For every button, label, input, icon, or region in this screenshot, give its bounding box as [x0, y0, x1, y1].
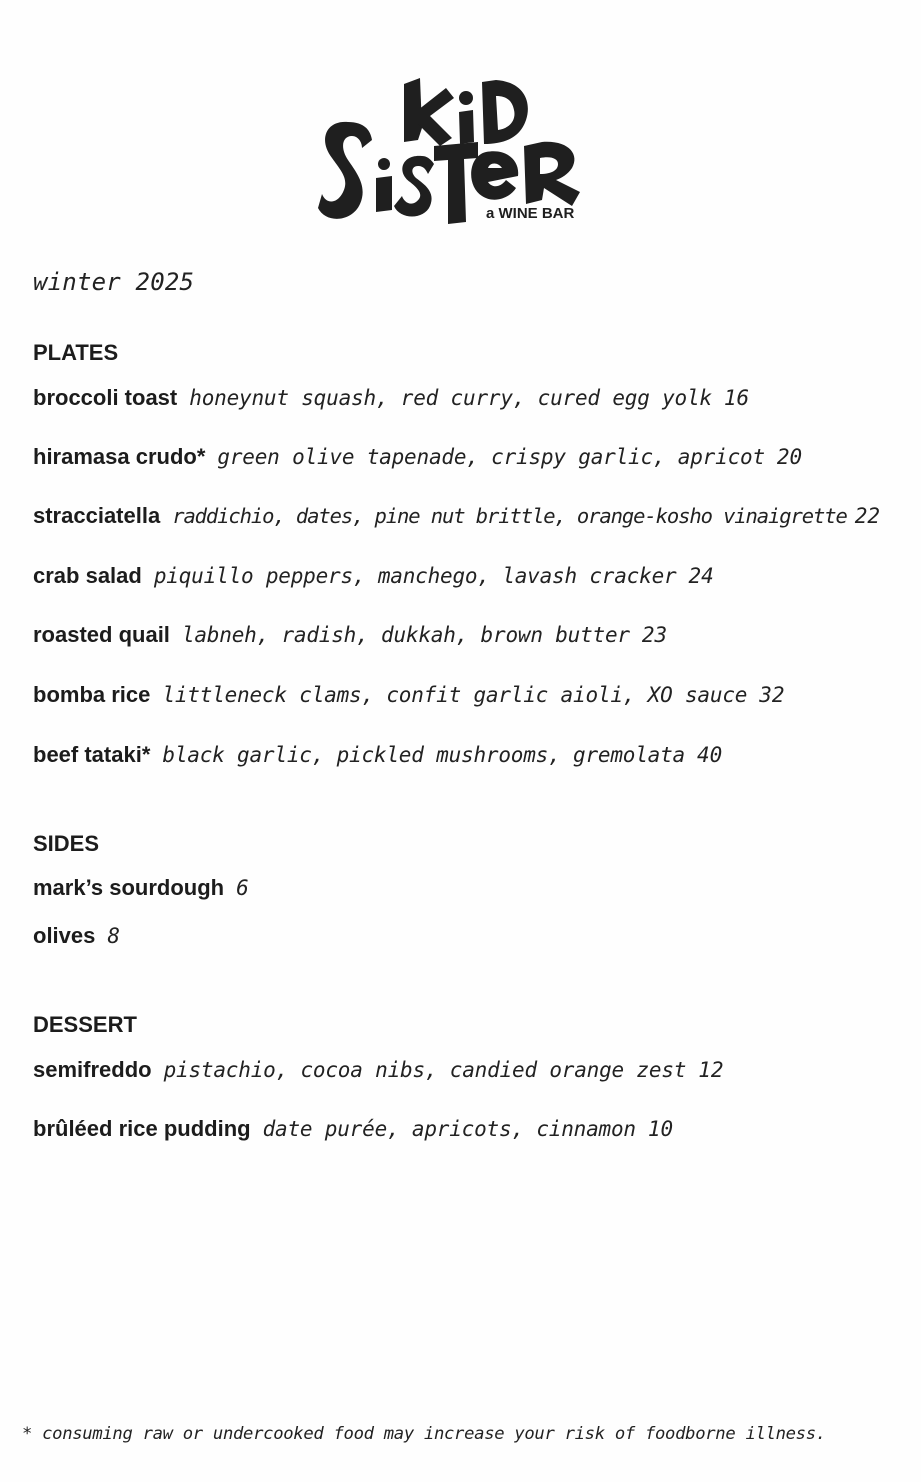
menu-item: [33, 1056, 724, 1084]
section-title-dessert: DESSERT: [33, 1012, 137, 1037]
item-name: stracciatella: [33, 503, 161, 528]
item-price: 8: [107, 924, 121, 948]
item-description: honeynut squash, red curry, cured egg yolk: [189, 386, 712, 410]
logo-letter-t: [434, 142, 478, 224]
logo-letter-e: [471, 151, 518, 199]
logo-letter-R: [524, 142, 580, 206]
item-price: 16: [723, 386, 750, 410]
item-description: green olive tapenade, crispy garlic, apricot: [217, 445, 765, 469]
item-description: labneh, radish, dukkah, brown butter: [181, 623, 630, 647]
item-name: broccoli toast: [33, 385, 178, 410]
menu-item: [33, 874, 249, 902]
kid-sister-wordmark: [318, 68, 598, 228]
item-name: semifreddo: [33, 1057, 152, 1082]
logo-letter-s2: [394, 156, 434, 217]
logo-letter-d: [482, 80, 528, 144]
item-description: piquillo peppers, manchego, lavash cracker: [153, 564, 677, 588]
logo-letter-k-arm: [418, 88, 454, 146]
menu-item: [33, 384, 749, 412]
menu-item: [33, 1115, 673, 1143]
item-price: 23: [641, 623, 668, 647]
item-price: 40: [697, 743, 723, 767]
item-price: 12: [698, 1058, 724, 1082]
item-name: crab salad: [33, 563, 142, 588]
menu-item: [33, 502, 880, 530]
item-price: 6: [236, 876, 249, 900]
item-description: pistachio, cocoa nibs, candied orange zest: [163, 1058, 687, 1082]
logo-dot-i: [459, 91, 473, 105]
item-price: 22: [854, 504, 881, 528]
menu-item: [33, 741, 722, 769]
item-description: littleneck clams, confit garlic aioli, XO sauce: [162, 683, 748, 707]
item-price: 20: [776, 445, 803, 469]
menu-item: [33, 562, 714, 590]
section-title-sides: SIDES: [33, 831, 100, 856]
logo-letter-i2: [376, 176, 392, 212]
logo-letter-S: [318, 122, 372, 219]
kid-sister-logo: [318, 68, 598, 228]
item-price: 24: [688, 564, 714, 588]
logo-letter-i: [459, 110, 474, 144]
season-label: winter 2025: [33, 268, 195, 296]
item-name: mark’s sourdough: [33, 875, 225, 900]
item-name: roasted quail: [33, 622, 170, 647]
item-name: bomba rice: [33, 682, 151, 707]
item-description: raddichio, dates, pine nut brittle, orange-kosho vinaigrette: [172, 504, 847, 528]
menu-item: [33, 443, 802, 471]
menu-item: [33, 922, 120, 950]
item-description: date purée, apricots, cinnamon: [262, 1117, 636, 1141]
logo-dot-i2: [378, 158, 390, 170]
raw-food-disclaimer: * consuming raw or undercooked food may increase your risk of foodborne illness.: [22, 1424, 826, 1444]
menu-item: [33, 621, 667, 649]
item-name: hiramasa crudo*: [33, 444, 206, 469]
item-price: 10: [647, 1117, 674, 1141]
item-description: black garlic, pickled mushrooms, gremolata: [162, 743, 685, 767]
item-name: beef tataki*: [33, 742, 151, 767]
logo-tagline: a WINE BAR: [486, 205, 575, 222]
menu-item: [33, 681, 785, 709]
item-name: brûléed rice pudding: [33, 1116, 251, 1141]
section-title-plates: PLATES: [33, 340, 119, 365]
item-name: olives: [33, 923, 96, 948]
item-price: 32: [759, 683, 785, 707]
